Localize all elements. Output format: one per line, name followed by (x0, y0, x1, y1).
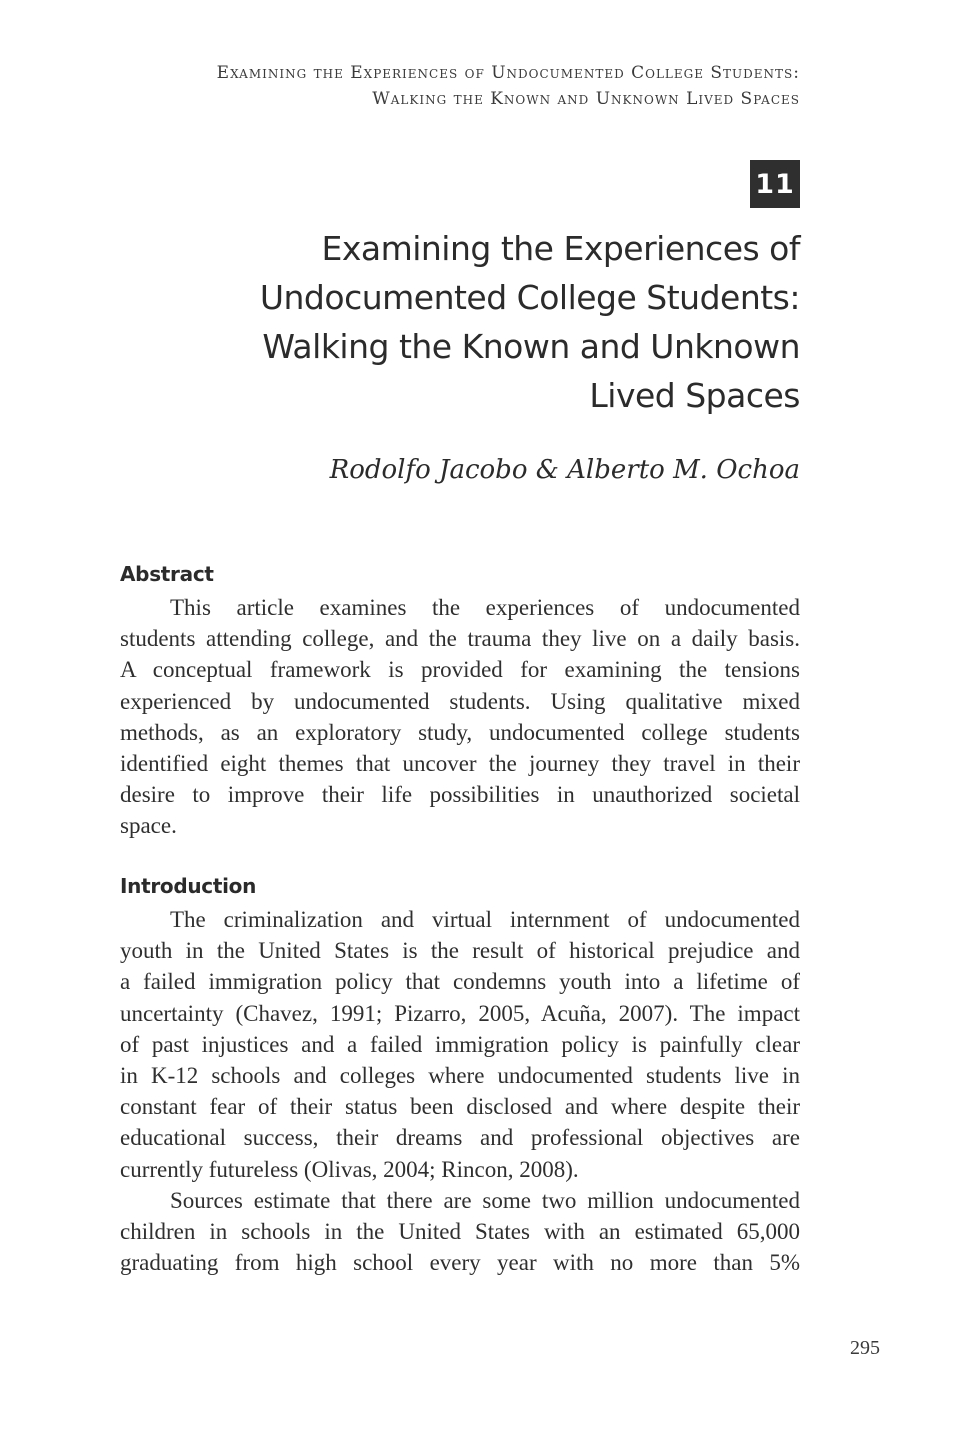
chapter-title (160, 224, 800, 420)
text-line: students attending college, and the trauma they live on a daily basis. (120, 626, 800, 652)
chapter-title-line: Walking the Known and Unknown (262, 327, 800, 366)
running-head-line-2: Walking the Known and Unknown Lived Spaces (372, 89, 800, 109)
text-line: desire to improve their life possibilities in unauthorized societal (120, 782, 800, 808)
running-head-line-1: Examining the Experiences of Undocumented College Students: (216, 63, 800, 83)
text-line: experienced by undocumented students. Using qualitative mixed (120, 688, 800, 714)
text-line: This article examines the experiences of undocumented (170, 595, 800, 620)
authors-byline: Rodolfo Jacobo & Alberto M. Ochoa (329, 455, 800, 485)
text-line: in K-12 schools and colleges where undocumented students live in (120, 1062, 800, 1088)
text-line: methods, as an exploratory study, undocumented college students (120, 719, 800, 745)
text-line: identified eight themes that uncover the journey they travel in their (120, 750, 800, 776)
introduction-heading: Introduction (120, 874, 257, 898)
text-line: children in schools in the United States with an estimated 65,000 (120, 1219, 800, 1245)
introduction-paragraph-1 (120, 904, 800, 1185)
abstract-paragraph (120, 592, 800, 842)
chapter-number-badge: 11 (750, 160, 800, 208)
chapter-title-line: Examining the Experiences of (321, 229, 800, 268)
chapter-title-line: Lived Spaces (589, 376, 800, 415)
text-line: space. (120, 813, 177, 839)
text-line: constant fear of their status been disclosed and where despite their (120, 1094, 800, 1120)
chapter-title-line: Undocumented College Students: (259, 278, 800, 317)
text-line: graduating from high school every year with no more than 5% (120, 1250, 800, 1276)
text-line: A conceptual framework is provided for examining the tensions (120, 657, 800, 683)
text-line: of past injustices and a failed immigration policy is painfully clear (120, 1031, 800, 1057)
text-line: uncertainty (Chavez, 1991; Pizarro, 2005, Acuña, 2007). The impact (120, 1000, 800, 1026)
page-number: 295 (850, 1337, 880, 1359)
text-line: youth in the United States is the result of historical prejudice and (120, 938, 800, 964)
text-line: Sources estimate that there are some two million undocumented (170, 1188, 800, 1213)
text-line: educational success, their dreams and professional objectives are (120, 1125, 800, 1151)
text-line: The criminalization and virtual internment of undocumented (170, 907, 800, 932)
introduction-paragraph-2 (120, 1185, 800, 1279)
text-line: currently futureless (Olivas, 2004; Rincon, 2008). (120, 1156, 579, 1182)
abstract-heading: Abstract (120, 562, 214, 586)
text-line: a failed immigration policy that condemns youth into a lifetime of (120, 969, 800, 995)
